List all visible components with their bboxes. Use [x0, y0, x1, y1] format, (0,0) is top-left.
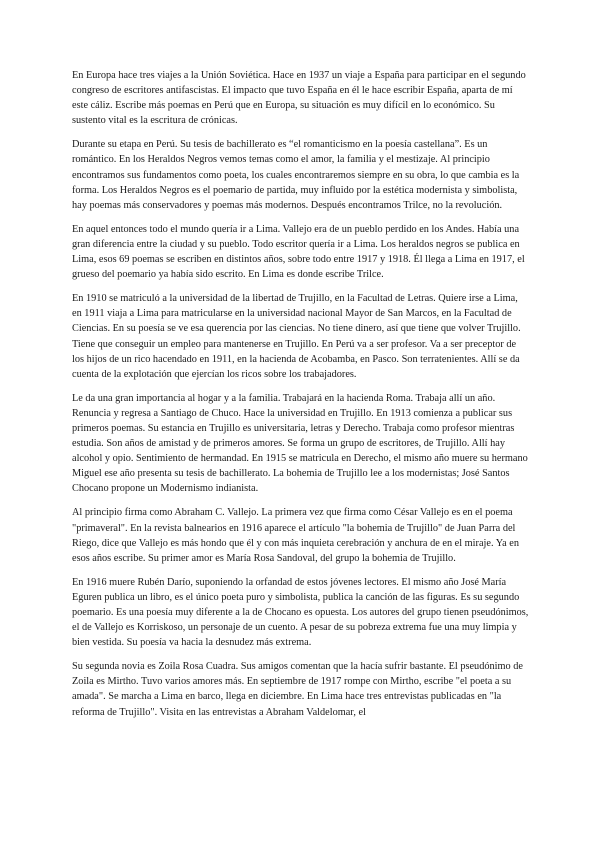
paragraph-lima: En aquel entonces todo el mundo quería ir a Lima. Vallejo era de un pueblo perdido en los Andes. Había una gran diferencia entre la ciudad y su pueblo. Todo escritor quería ir a Lima. Los heraldos negros se publica en Lima, esos 69 poemas se escriben en distintos años, sobre todo entre 1917 y 1918. Él llega a Lima en 1917, el grueso del poemario ya había sido escrito. En Lima es donde escribe Trilce.: [72, 223, 525, 281]
paragraph-etapa-peru: Durante su etapa en Perú. Su tesis de bachillerato es “el romanticismo en la poesía castellana”. Es un romántico. En los Heraldos Negros vemos temas como el amor, la familia y el mestizaje. Al principio encontramos sus fundamentos como poeta, los cuales encontraremos siempre en su obra, lo que cambia es la forma. Los Heraldos Negros es el poemario de partida, muy influido por la estética modernista y simbolista, hay poemas más conservadores y poemas más modernos. Después encontramos Trilce, no la revolución.: [72, 139, 520, 211]
paragraph-hogar-familia: Le da una gran importancia al hogar y a la familia. Trabajará en la hacienda Roma. Trabaja allí un año. Renuncia y regresa a Santiago de Chuco. Hace la universidad en Trujillo. En 1913 comienza a publicar sus primeros poemas. Su estancia en Trujillo es universitaria, letras y Derecho. Trabaja como profesor mientras estudia. Son años de amistad y de primeros amores. Se forma un grupo de escritores, de Trujillo. Allí hay alcohol y opio. Sentimiento de hermandad. En 1915 se matricula en Derecho, el mismo año muere su hermano Miguel ese año presenta su tesis de bachillerato. La bohemia de Trujillo lee a los modernistas; José Santos Chocano propone un Modernismo indianista.: [72, 392, 528, 495]
paragraph-ruben-dario: En 1916 muere Rubén Darío, suponiendo la orfandad de estos jóvenes lectores. El mismo año José María Eguren publica un libro, es el único poeta puro y simbolista, publica la canción de las figuras. Es su segundo poemario. Es una poesía muy diferente a la de Chocano es opuesta. Los autores del grupo tienen pseudónimos, el de Vallejo es Korriskoso, un personaje de un cuento. A pesar de su pobreza extrema fue una muy limpia y bien vestida. Su poesía va hacia la desnudez más extrema.: [72, 576, 529, 649]
paragraph-europa: En Europa hace tres viajes a la Unión Soviética. Hace en 1937 un viaje a España para participar en el segundo congreso de escritores antifascistas. El impacto que tuvo España en él le hace escribir España, aparta de mí este cáliz. Escribe más poemas en Perú que en Europa, su situación es muy difícil en lo económico. Su sustento vital es la escritura de crónicas.: [72, 70, 526, 127]
paragraph-universidad: En 1910 se matriculó a la universidad de la libertad de Trujillo, en la Facultad de Letras. Quiere irse a Lima, en 1911 viaja a Lima para matricularse en la universidad nacional Mayor de San Marcos, en la Facultad de Ciencias. En su poesía se ve esa querencia por las ciencias. No tiene dinero, así que tiene que volver Trujillo. Tiene que conseguir un empleo para mantenerse en Trujillo. En Perú va a ser profesor. Va a ser preceptor de los hijos de un rico hacendado en 1911, en la hacienda de Acobamba, en Pasco. Son terratenientes. Allí se da cuenta de la explotación que ejercían los ricos sobre los trabajadores.: [72, 293, 521, 380]
document-page: [72, 68, 529, 729]
paragraph-zoila-rosa: Su segunda novia es Zoila Rosa Cuadra. Sus amigos comentan que la hacía sufrir bastante. El pseudónimo de Zoila es Mirtho. Tuvo varios amores más. En septiembre de 1917 rompe con Mirtho, escribe "el poeta a su amada". Se marcha a Lima en barco, llega en diciembre. En Lima hace tres entrevistas publicadas en "la reforma de Trujillo". Visita en las entrevistas a Abraham Valdelomar, el: [72, 661, 523, 718]
paragraph-firma: Al principio firma como Abraham C. Vallejo. La primera vez que firma como César Vallejo es en el poema "primaveral". En la revista balnearios en 1916 aparece el artículo "la bohemia de Trujillo" de Juan Parra del Riego, dice que Vallejo es más hondo que él y con más inquieta cerebración y anchura de en el miraje. Ya en esos años escribe. Su primer amor es María Rosa Sandoval, del grupo la bohemia de Trujillo.: [72, 507, 520, 564]
